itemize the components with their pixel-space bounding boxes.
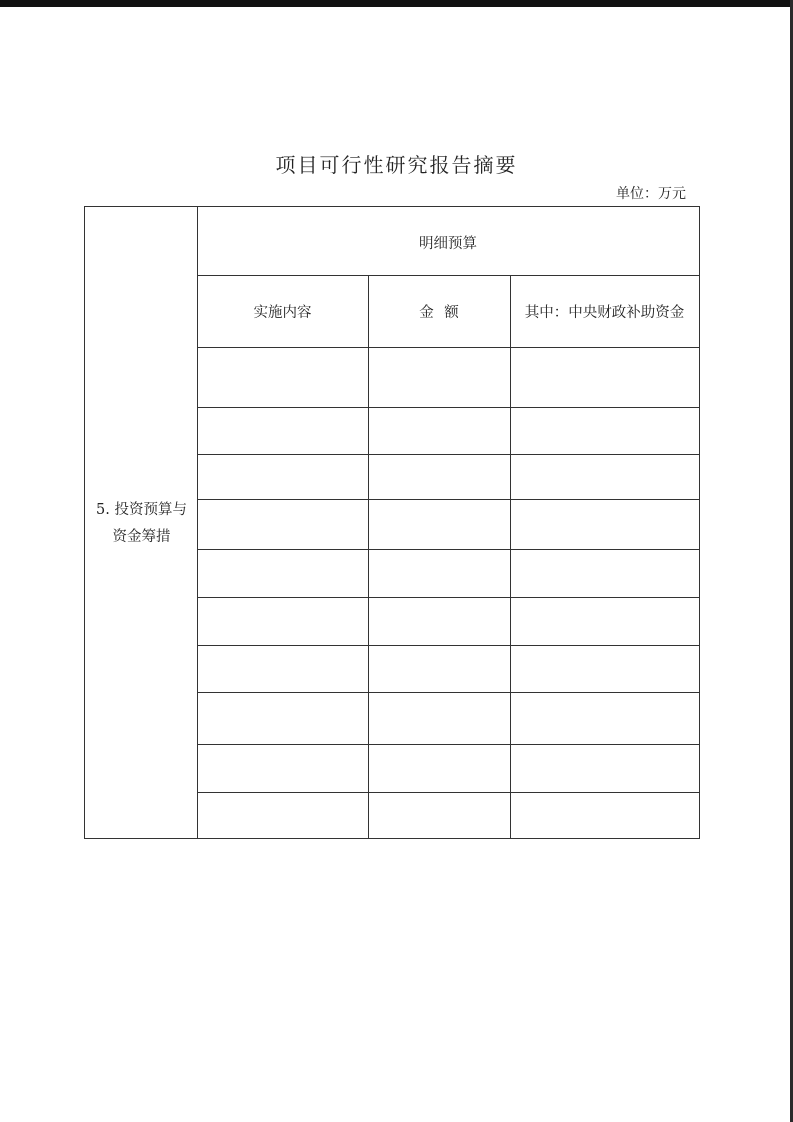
group-header-detail-budget: 明细预算 [419, 236, 477, 252]
section-label-line1: 5. 投资预算与 [96, 502, 187, 518]
table-divider-col2 [510, 275, 511, 838]
column-header-content: 实施内容 [253, 305, 312, 321]
table-row-divider [197, 597, 699, 598]
column-header-amount: 金 额 [419, 305, 459, 321]
table-row-divider [197, 645, 699, 646]
unit-label: 单位：万元 [616, 186, 686, 202]
table-row-divider [197, 692, 699, 693]
table-row-divider [197, 454, 699, 455]
table-row-divider [197, 744, 699, 745]
table-row-divider [197, 792, 699, 793]
section-label-line2: 资金筹措 [112, 529, 171, 545]
table-divider-group-header [197, 275, 699, 276]
section-label [86, 497, 197, 551]
table-row-divider [197, 407, 699, 408]
column-header-central-subsidy: 其中：中央财政补助资金 [524, 305, 685, 321]
page-title: 项目可行性研究报告摘要 [275, 153, 518, 177]
table-row-divider [197, 499, 699, 500]
table-divider-column-header [197, 347, 699, 348]
table-divider-col1 [368, 275, 369, 838]
table-row-divider [197, 549, 699, 550]
scan-border-top [0, 0, 793, 7]
